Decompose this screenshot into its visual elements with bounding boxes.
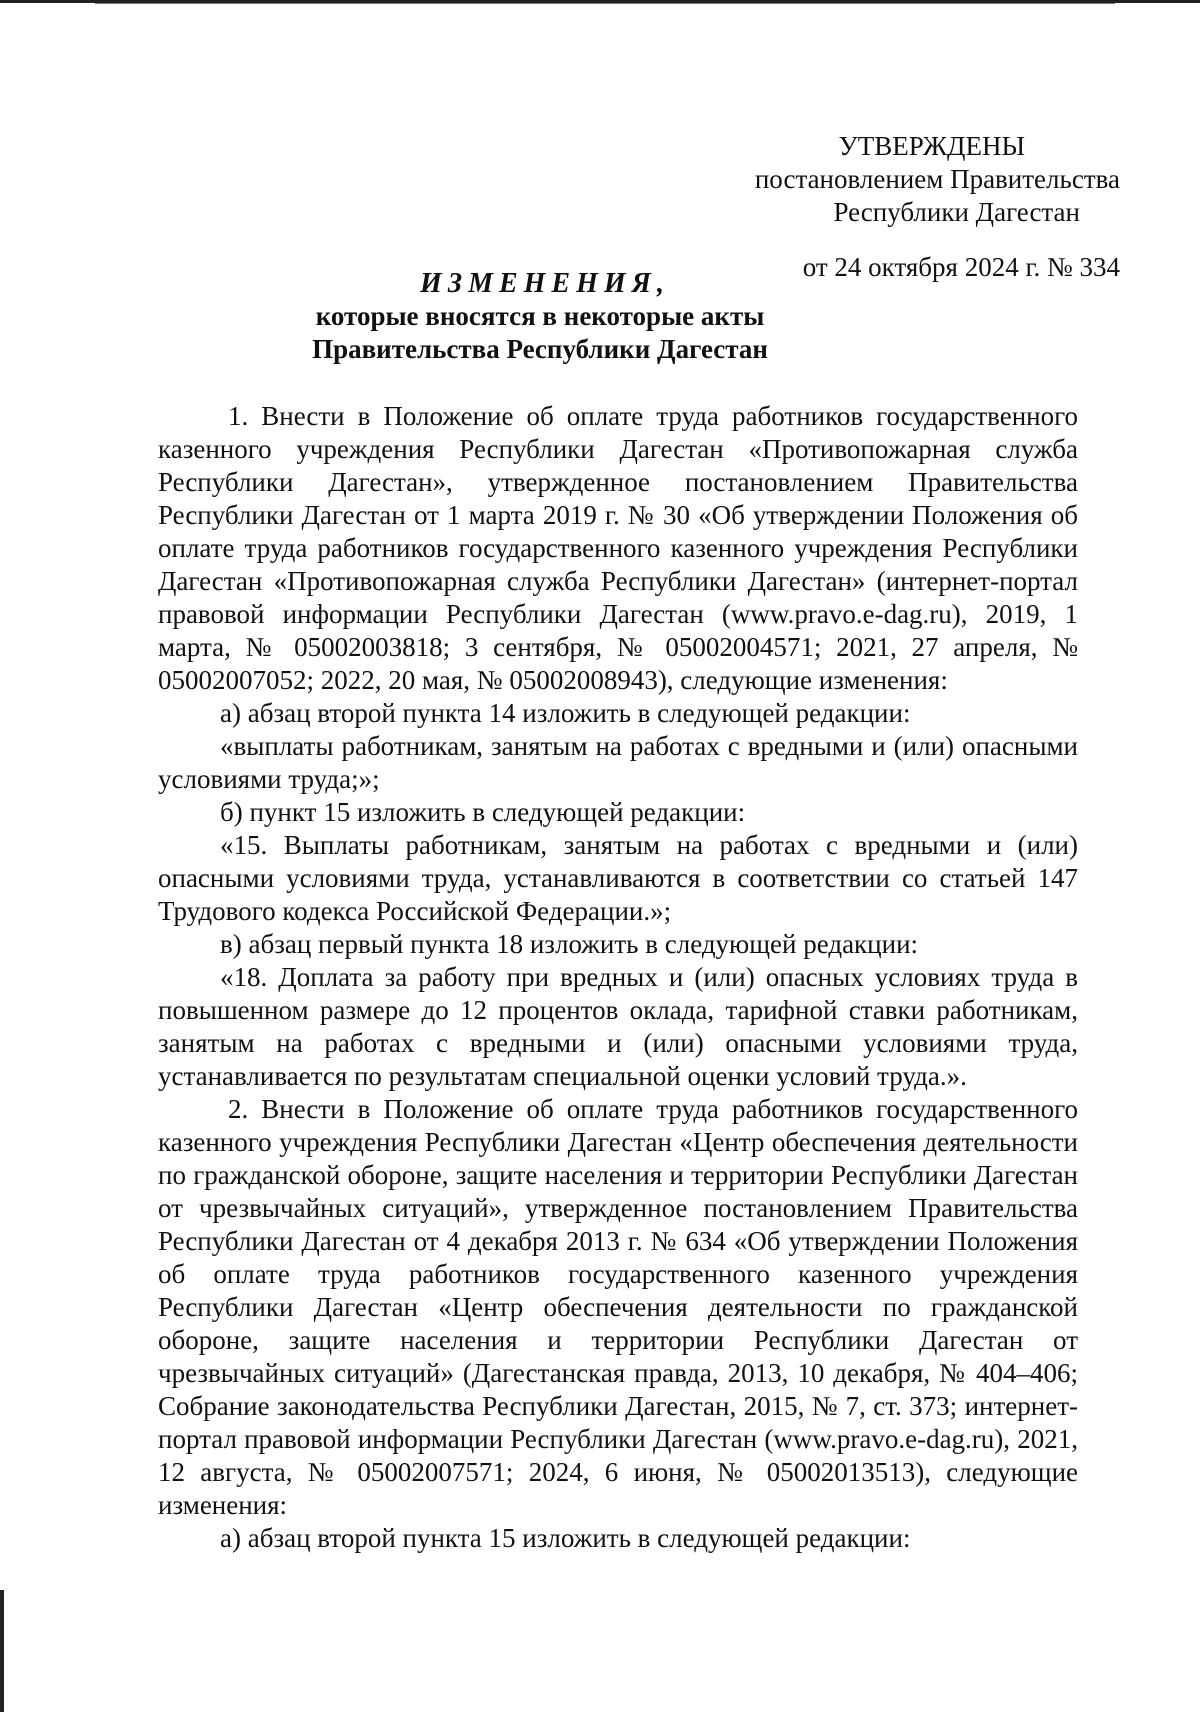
paragraph-subitem-b: б) пункт 15 изложить в следующей редакции: xyxy=(220,797,746,827)
paragraph-quote: «15. Выплаты работникам, занятым на работах с вредными и (или) опасными условиями труда, устанавливаются в соответствии со статьей 147 Трудового кодекса Российской Федерации.»; xyxy=(158,830,1078,926)
paragraph-item-2: 2. Внести в Положение об оплате труда работников государственного казенного учреждения Республики Дагестан «Центр обеспечения деятельности по гражданской обороне, защите населения и территории Республики Дагестан от чрезвычайных ситуаций», утвержденное постановлением Правительства Республики Дагестан от 4 декабря 2013 г. № 634 «Об утверждении Положения об оплате труда работников государственного казенного учреждения Республики Дагестан «Центр обеспечения деятельности по гражданской обороне, защите населения и территории Республики Дагестан от чрезвычайных ситуаций» (Дагестанская правда, 2013, 10 декабря, № 404–406; Собрание законодательства Республики Дагестан, 2015, № 7, ст. 373; интернет-портал правовой информации Республики Дагестан (www.pravo.e-dag.ru), 2021, 12 августа, № 05002007571; 2024, 6 июня, № 05002013513), следующие изменения: xyxy=(158,1094,1078,1520)
document-title-block xyxy=(0,268,1200,366)
document-body xyxy=(158,400,1078,1555)
scan-edge-line xyxy=(95,3,1115,4)
approval-title: УТВЕРЖДЕНЫ xyxy=(838,131,1025,161)
approval-line-republic: Республики Дагестан xyxy=(833,197,1080,227)
paragraph-subitem-v: в) абзац первый пункта 18 изложить в следующей редакции: xyxy=(220,929,919,959)
paragraph-subitem-a: а) абзац второй пункта 14 изложить в следующей редакции: xyxy=(220,698,911,728)
paragraph-quote: «выплаты работникам, занятым на работах с вредными и (или) опасными условиями труда;»; xyxy=(158,731,1078,794)
document-subtitle-line2: Правительства Республики Дагестан xyxy=(312,334,768,364)
approval-stamp xyxy=(755,130,1120,284)
paragraph-item-1: 1. Внести в Положение об оплате труда работников государственного казенного учреждения Республики Дагестан «Противопожарная служба Республики Дагестан», утвержденное постановлением Правительства Республики Дагестан от 1 марта 2019 г. № 30 «Об утверждении Положения об оплате труда работников государственного казенного учреждения Республики Дагестан «Противопожарная служба Республики Дагестан» (интернет-портал правовой информации Республики Дагестан (www.pravo.e-dag.ru), 2019, 1 марта, № 05002003818; 3 сентября, № 05002004571; 2021, 27 апреля, № 05002007052; 2022, 20 мая, № 05002008943), следующие изменения: xyxy=(158,401,1078,695)
document-subtitle-line1: которые вносятся в некоторые акты xyxy=(315,301,765,331)
document-title: ИЗМЕНЕНИЯ, xyxy=(420,268,670,299)
approval-line-resolution: постановлением Правительства xyxy=(754,164,1120,194)
paragraph-quote: «18. Доплата за работу при вредных и (или) опасных условиях труда в повышенном размере до 12 процентов оклада, тарифной ставки работникам, занятым на работах с вредными и (или) опасными условиями труда, устанавливается по результатам специальной оценки условий труда.». xyxy=(158,962,1078,1091)
approval-date: от 24 октября 2024 г. № 334 xyxy=(802,252,1120,282)
paragraph-subitem-a: а) абзац второй пункта 15 изложить в следующей редакции: xyxy=(220,1523,911,1553)
scan-edge-left xyxy=(0,1590,4,1712)
